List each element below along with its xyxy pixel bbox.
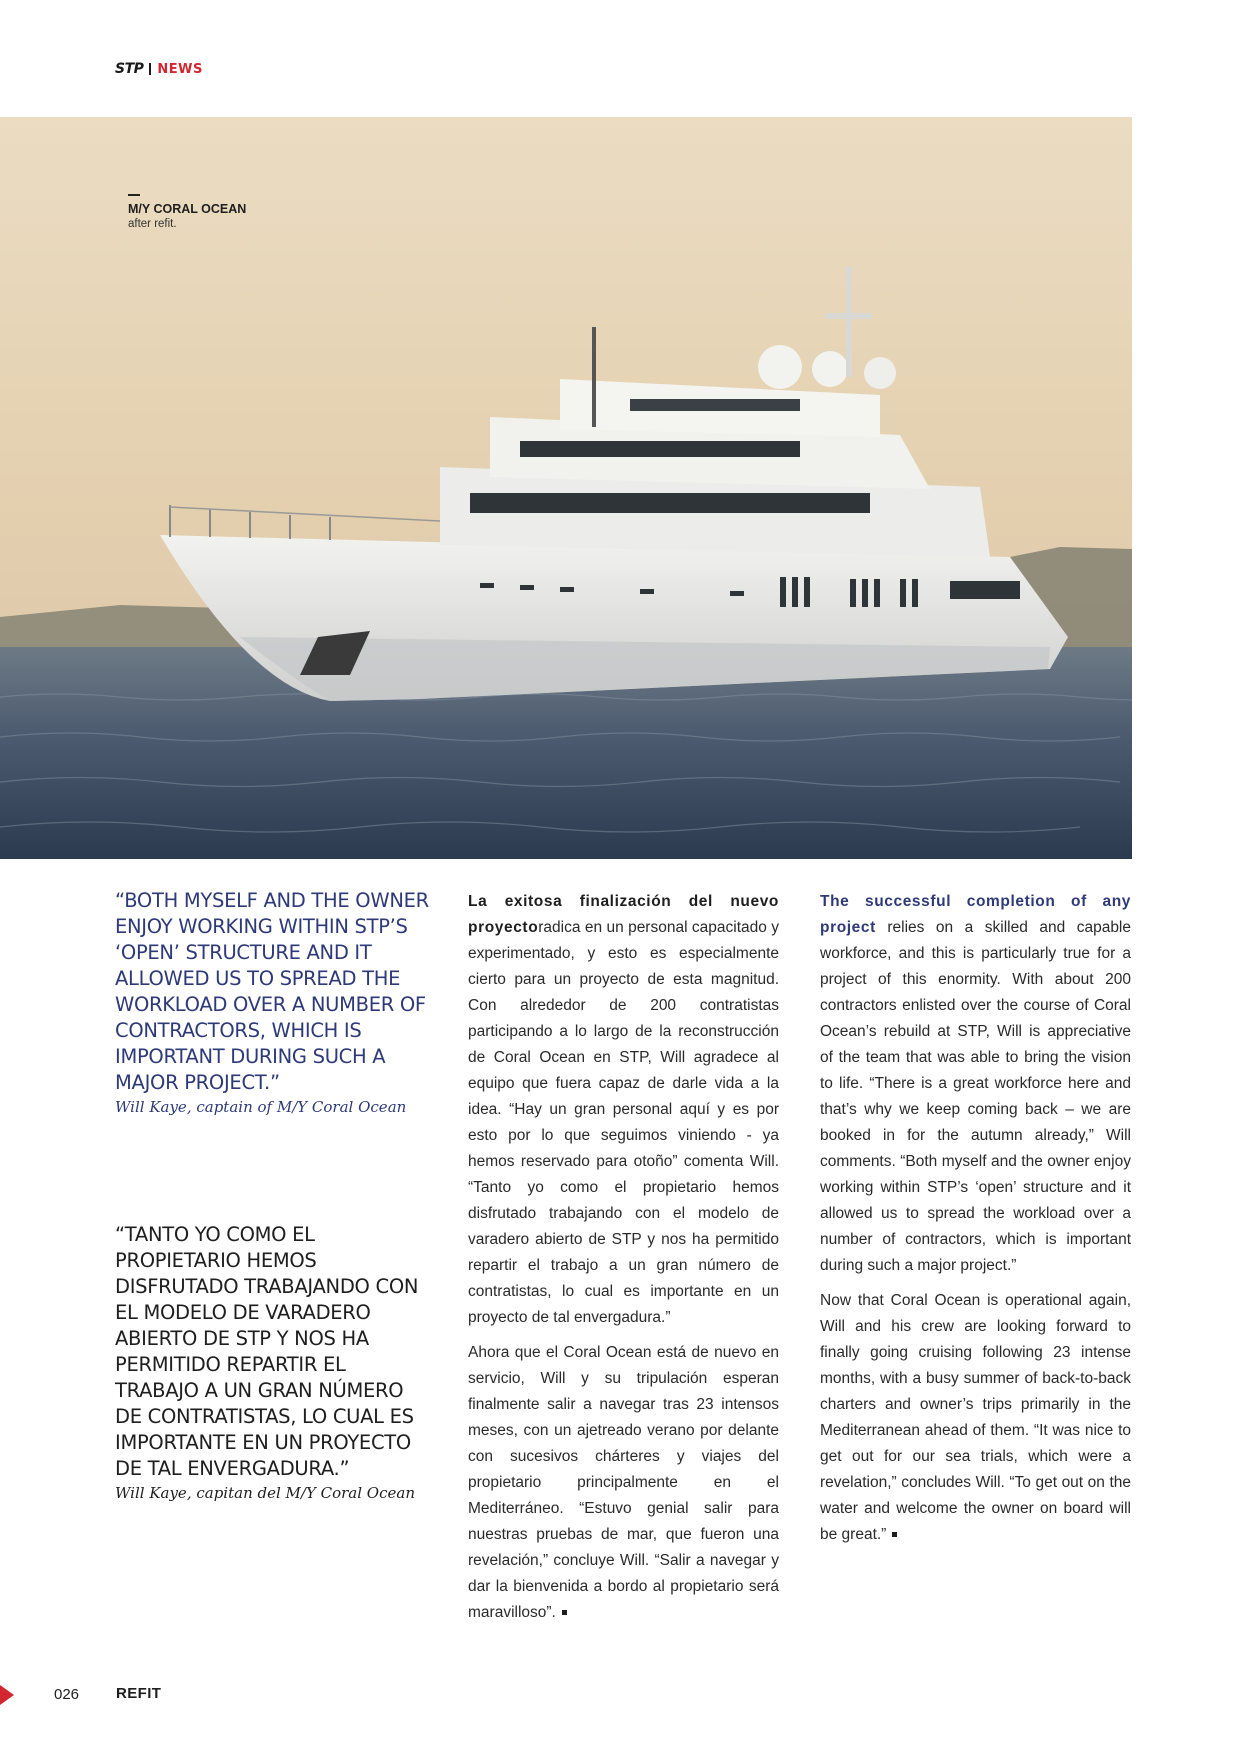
section-label: NEWS — [157, 61, 203, 77]
photo-caption — [128, 194, 246, 230]
pull-quote-attribution: Will Kaye, capitan del M/Y Coral Ocean — [115, 1484, 415, 1502]
header-divider — [149, 63, 151, 75]
body-column-english — [820, 889, 1131, 1557]
caption-dash — [128, 194, 140, 196]
footer-arrow-icon — [0, 1685, 14, 1705]
paragraph-text: Ahora que el Coral Ocean está de nuevo en servicio, Will y su tripulación esperan finalmente salir a navegar tras 23 intensos meses, con un ajetreado verano por delante con sucesivos chárteres y viajes del propietario principalmente en el Mediterráneo. “Estuvo genial salir para nuestras pruebas de mar, que fueron una revelación,” concluye Will. “Salir a navegar y dar la bienvenida a bordo al propietario será maravilloso”. — [468, 1344, 779, 1621]
page-header — [115, 61, 203, 77]
paragraph-text: Now that Coral Ocean is operational again, Will and his crew are looking forward to finally going cruising following 23 intense months, with a busy summer of back-to-back charters and owner’s trips primarily in the Mediterranean ahead of them. “It was nice to get out for our sea trials, which were a revelation,” concludes Will. “To get out on the water and welcome the owner on board will be great.” — [820, 1292, 1131, 1543]
paragraph-text: radica en un personal capacitado y experimentado, y esto es especialmente cierto para un proyecto de esta magnitud. Con alrededor de 200 contratistas participando a lo largo de la reconstrucción de Coral Ocean en STP, Will agradece al equipo que fuera capaz de darle vida a la idea. “Hay un gran personal aquí y es por esto por lo que seguimos viniendo - ya hemos reservado para otoño” comenta Will. “Tanto yo como el propietario hemos disfrutado trabajando con el modelo de varadero abierto de STP y nos ha permitido repartir el trabajo a un gran número de contratistas, lo cual es importante en un proyecto de tal envergadura.” — [468, 919, 779, 1326]
pull-quote-english — [115, 888, 435, 1116]
page-number: 026 — [54, 1686, 80, 1703]
paragraph — [820, 889, 1131, 1279]
body-column-spanish — [468, 889, 779, 1635]
pull-quote-spanish — [115, 1222, 435, 1502]
pull-quote-text: “TANTO YO COMO EL PROPIETARIO HEMOS DISFRUTADO TRABAJANDO CON EL MODELO DE VARADERO ABIERTO DE STP Y NOS HA PERMITIDO REPARTIR EL TRABAJO A UN GRAN NÚMERO DE CONTRATISTAS, LO CUAL ES IMPORTANTE EN UN PROYECTO DE TAL ENVERGADURA.” — [115, 1223, 419, 1480]
publication-name: REFIT — [116, 1685, 162, 1702]
paragraph — [468, 889, 779, 1331]
end-mark — [892, 1532, 897, 1537]
stp-logo: STP — [115, 61, 144, 77]
paragraph-text: relies on a skilled and capable workforce, and this is particularly true for a project of this enormity. With about 200 contractors enlisted over the course of Coral Ocean’s rebuild at STP, Will is appreciative of the team that was able to bring the vision to life. “There is a great workforce here and that’s why we keep coming back – we are booked in for the autumn already,” Will comments. “Both myself and the owner enjoy working within STP’s ‘open’ structure and it allowed us to spread the workload over a number of contractors, which is important during such a major project.” — [820, 919, 1131, 1274]
lead-in: La exitosa finalización del nuevo proyecto — [468, 893, 779, 936]
lead-in: The successful completion of any project — [820, 893, 1131, 936]
caption-subtitle: after refit. — [128, 218, 177, 230]
end-mark — [562, 1610, 567, 1615]
caption-title: M/Y CORAL OCEAN — [128, 202, 247, 216]
paragraph — [820, 1288, 1131, 1548]
pull-quote-text: “BOTH MYSELF AND THE OWNER ENJOY WORKING WITHIN STP’S ‘OPEN’ STRUCTURE AND IT ALLOWED US TO SPREAD THE WORKLOAD OVER A NUMBER OF CONTRACTORS, WHICH IS IMPORTANT DURING SUCH A MAJOR PROJECT.” — [115, 889, 429, 1094]
paragraph — [468, 1340, 779, 1626]
pull-quote-attribution: Will Kaye, captain of M/Y Coral Ocean — [115, 1098, 407, 1116]
